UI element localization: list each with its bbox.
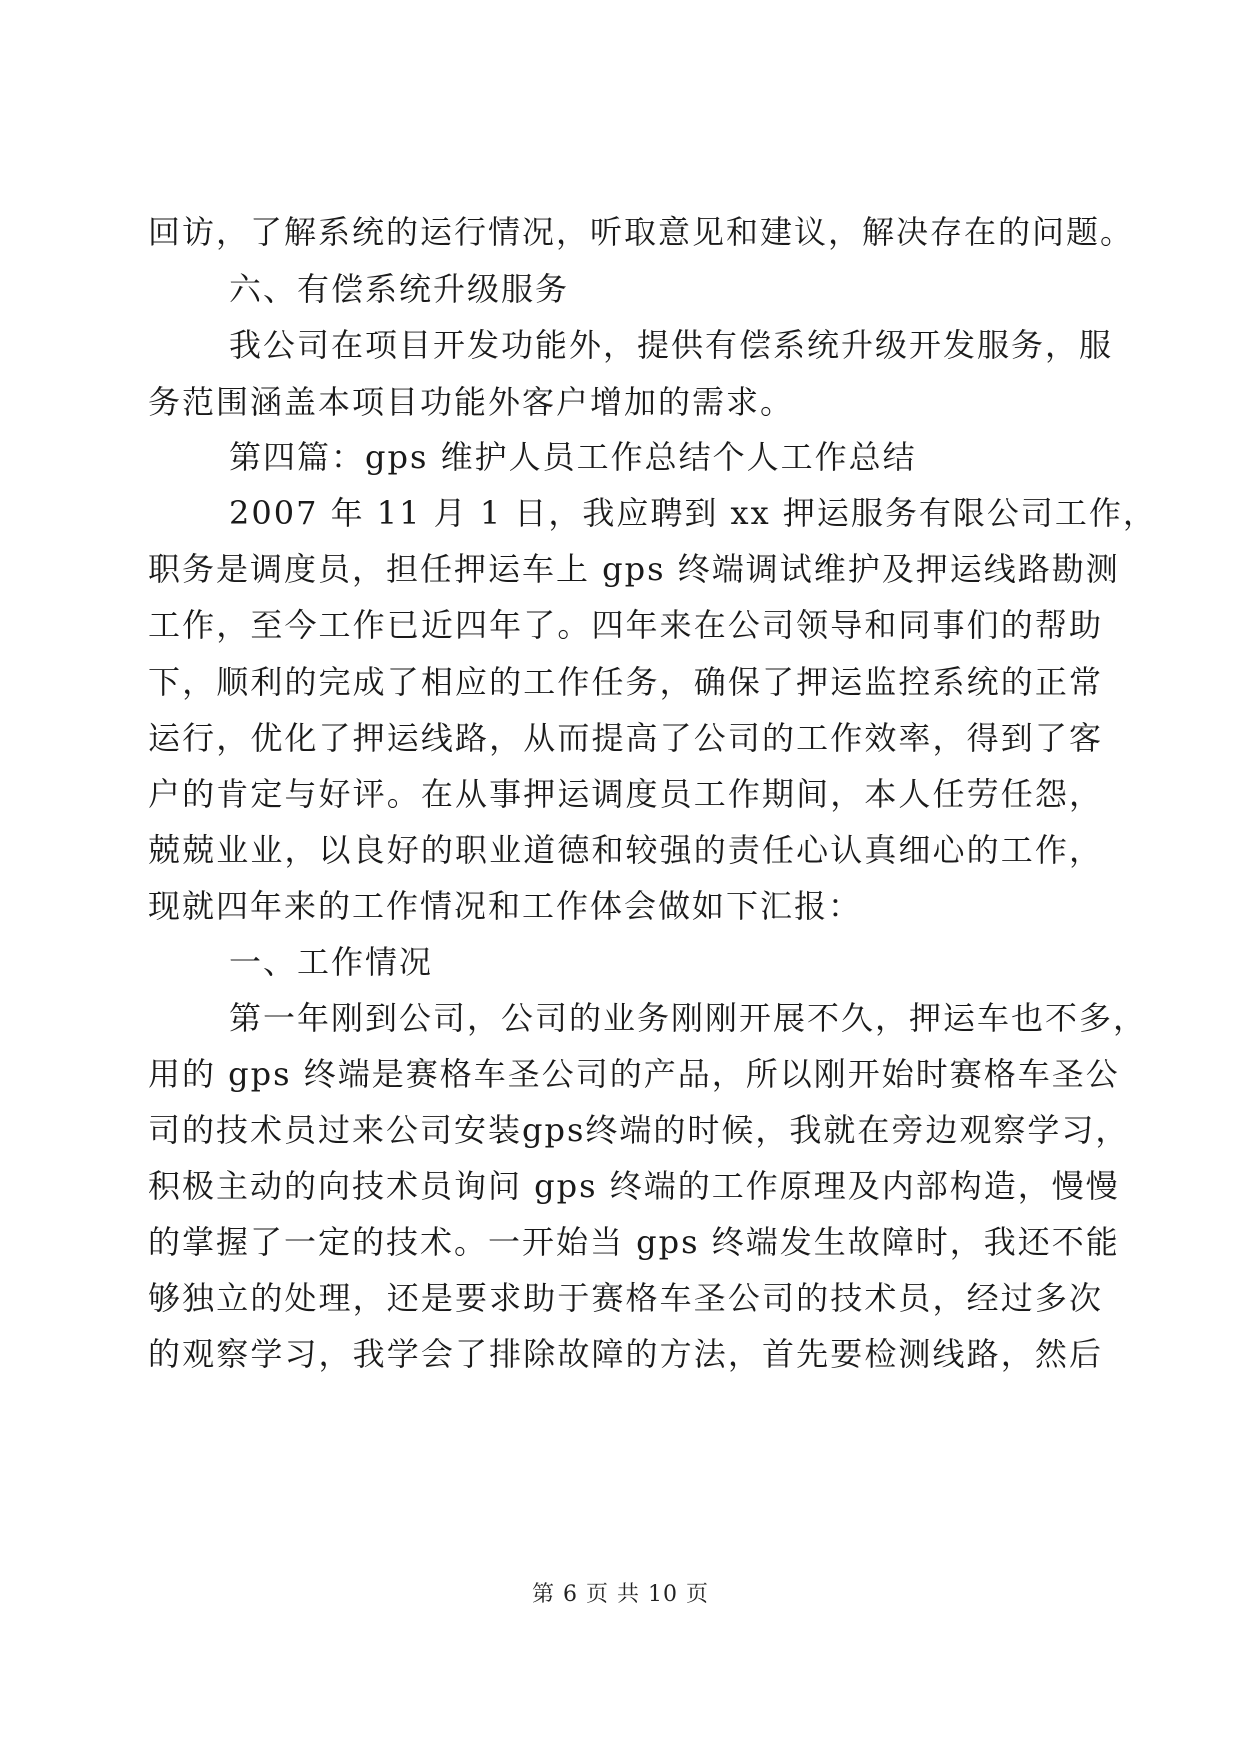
body-line: 运行，优化了押运线路，从而提高了公司的工作效率，得到了客: [148, 719, 1103, 757]
body-line: 够独立的处理，还是要求助于赛格车圣公司的技术员，经过多次: [148, 1279, 1103, 1317]
body-line: 的观察学习，我学会了排除故障的方法，首先要检测线路，然后: [148, 1335, 1103, 1373]
body-line: 职务是调度员，担任押运车上 gps 终端调试维护及押运线路勘测: [148, 550, 1120, 588]
section-heading: 一、工作情况: [229, 943, 434, 981]
body-line: 务范围涵盖本项目功能外客户增加的需求。: [148, 383, 795, 421]
body-line: 用的 gps 终端是赛格车圣公司的产品，所以刚开始时赛格车圣公: [148, 1055, 1120, 1093]
body-line: 下，顺利的完成了相应的工作任务，确保了押运监控系统的正常: [148, 663, 1103, 701]
body-line: 工作，至今工作已近四年了。四年来在公司领导和同事们的帮助: [148, 606, 1103, 644]
body-line: 积极主动的向技术员询问 gps 终端的工作原理及内部构造，慢慢: [148, 1167, 1120, 1205]
body-line: 司的技术员过来公司安装gps终端的时候，我就在旁边观察学习，: [148, 1111, 1130, 1149]
body-line: 第一年刚到公司，公司的业务刚刚开展不久，押运车也不多，: [229, 999, 1148, 1037]
body-line: 我公司在项目开发功能外，提供有偿系统升级开发服务，服: [229, 326, 1114, 364]
page-number-footer: 第 6 页 共 10 页: [532, 1582, 709, 1607]
body-line: 的掌握了一定的技术。一开始当 gps 终端发生故障时，我还不能: [148, 1223, 1120, 1261]
section-heading: 六、有偿系统升级服务: [229, 270, 570, 308]
body-line: 2007 年 11 月 1 日，我应聘到 xx 押运服务有限公司工作，: [229, 494, 1157, 532]
body-line: 兢兢业业，以良好的职业道德和较强的责任心认真细心的工作，: [148, 831, 1103, 869]
chapter-heading: 第四篇：gps 维护人员工作总结个人工作总结: [229, 438, 917, 476]
body-line: 回访，了解系统的运行情况，听取意见和建议，解决存在的问题。: [148, 213, 1135, 251]
body-line: 现就四年来的工作情况和工作体会做如下汇报：: [148, 887, 863, 925]
body-line: 户的肯定与好评。在从事押运调度员工作期间，本人任劳任怨，: [148, 775, 1103, 813]
